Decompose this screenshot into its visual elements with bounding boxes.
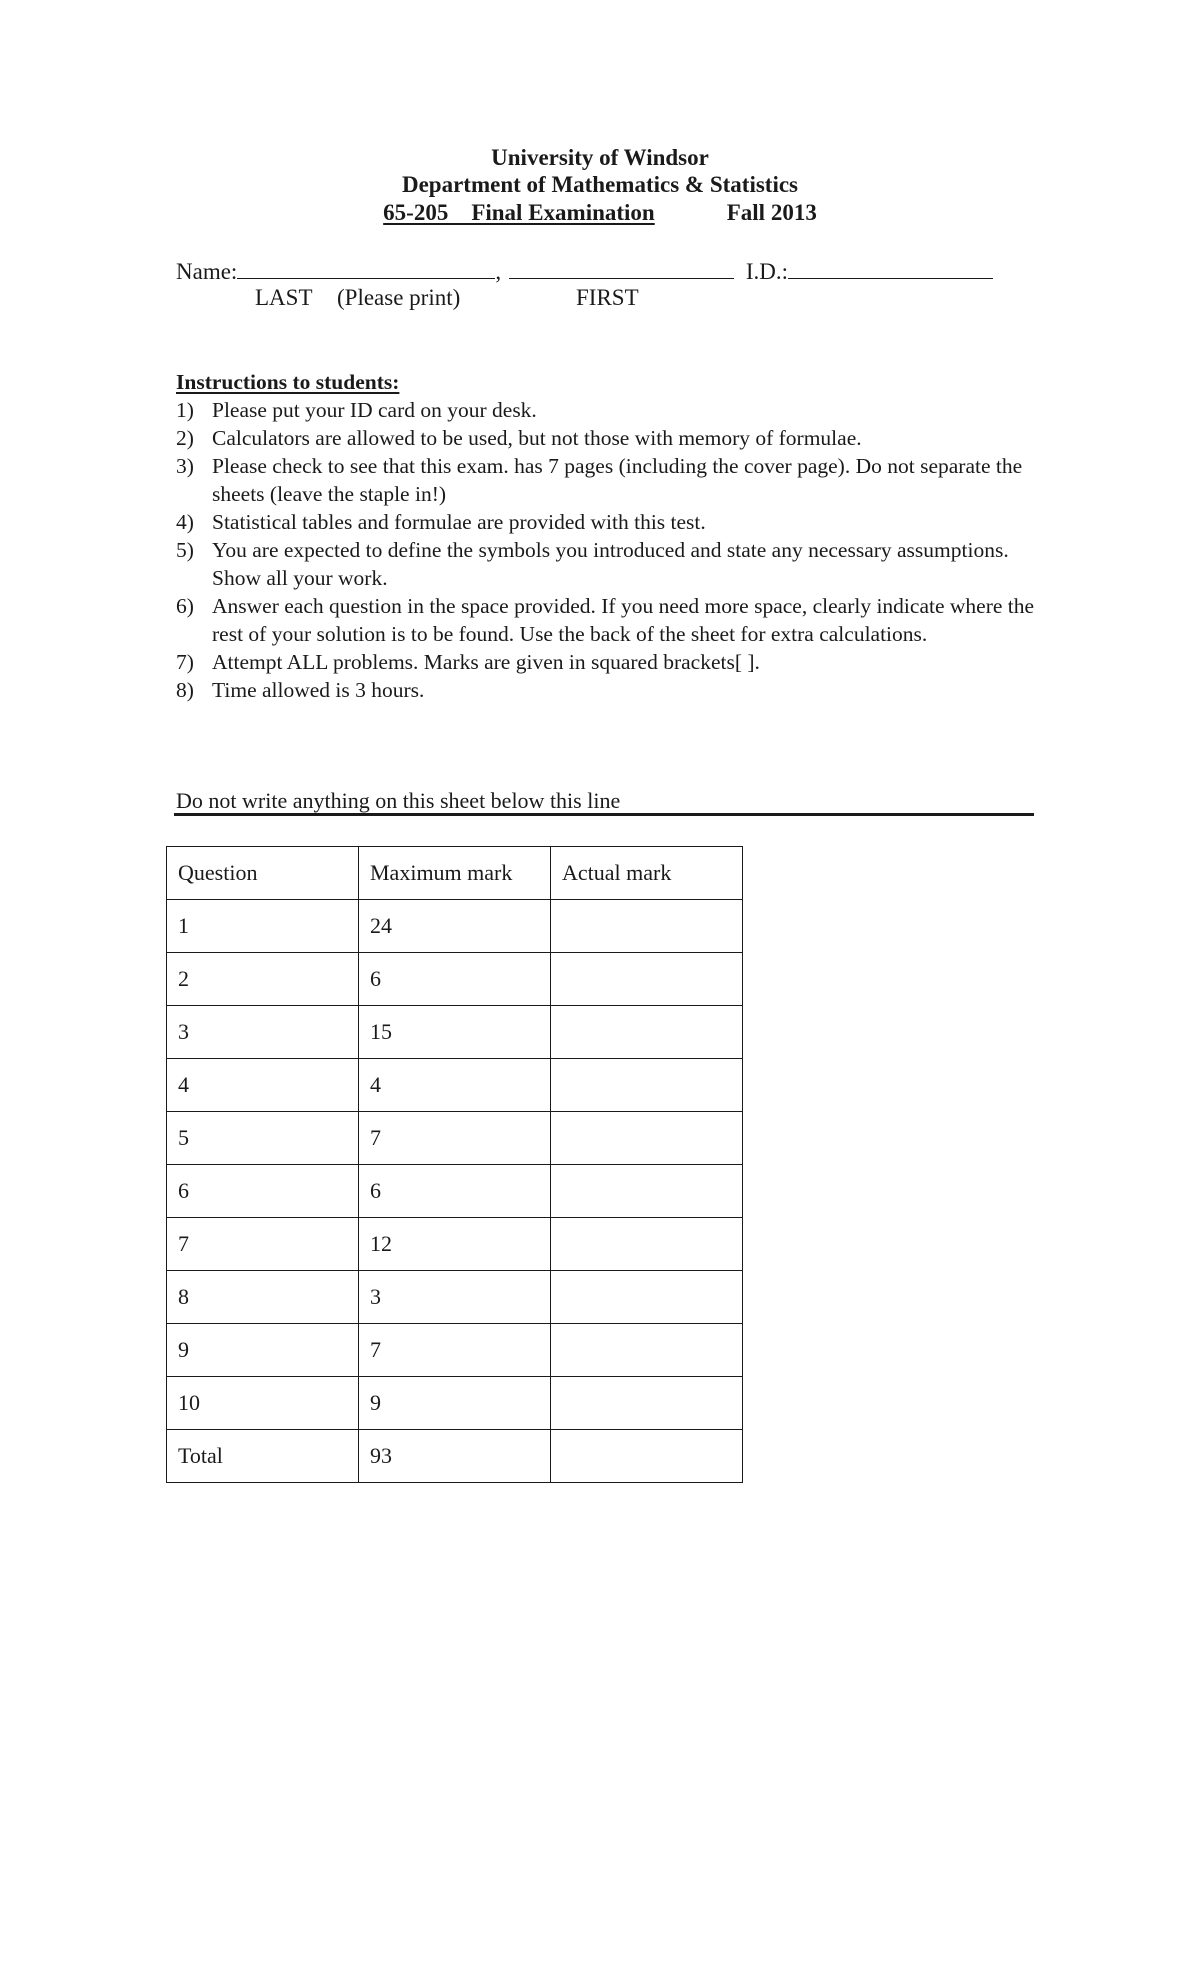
- actual-mark-cell: [551, 1377, 743, 1430]
- instruction-item: [176, 452, 1056, 508]
- instruction-number: 5): [176, 538, 194, 562]
- exam-title-line: [0, 199, 1200, 227]
- instruction-item: [176, 536, 1056, 592]
- actual-mark-cell: [551, 1430, 743, 1483]
- question-cell: 2: [167, 953, 359, 1006]
- table-row: [167, 1059, 743, 1112]
- question-cell: 6: [167, 1165, 359, 1218]
- actual-mark-cell: [551, 900, 743, 953]
- instruction-text: You are expected to define the symbols you introduced and state any necessary assumptions. Show all your work.: [212, 538, 1009, 590]
- max-mark-cell: 6: [359, 953, 551, 1006]
- actual-mark-cell: [551, 1112, 743, 1165]
- first-name-caption: FIRST: [576, 285, 639, 310]
- name-comma: ,: [495, 259, 502, 284]
- actual-mark-cell: [551, 1324, 743, 1377]
- header-maximum-mark: Maximum mark: [359, 847, 551, 900]
- table-row: [167, 1218, 743, 1271]
- max-mark-cell: 4: [359, 1059, 551, 1112]
- table-row: [167, 1112, 743, 1165]
- institution-name: University of Windsor: [491, 145, 709, 170]
- instruction-text: Please put your ID card on your desk.: [212, 398, 537, 422]
- max-mark-cell: 9: [359, 1377, 551, 1430]
- first-name-blank[interactable]: [509, 256, 734, 279]
- max-mark-cell: 6: [359, 1165, 551, 1218]
- instruction-number: 3): [176, 454, 194, 478]
- name-row: [176, 256, 993, 286]
- table-row: [167, 1324, 743, 1377]
- instruction-item: [176, 508, 1056, 536]
- instruction-item: [176, 592, 1056, 648]
- instruction-text: Please check to see that this exam. has 7 pages (including the cover page). Do not separate the sheets (leave the staple in!): [212, 454, 1023, 506]
- instructions-heading: Instructions to students:: [176, 370, 400, 394]
- question-cell: 10: [167, 1377, 359, 1430]
- instruction-number: 7): [176, 650, 194, 674]
- question-cell: 8: [167, 1271, 359, 1324]
- max-mark-cell: 93: [359, 1430, 551, 1483]
- instruction-number: 4): [176, 510, 194, 534]
- question-cell: 9: [167, 1324, 359, 1377]
- table-row: [167, 1006, 743, 1059]
- instruction-text: Attempt ALL problems. Marks are given in squared brackets[ ].: [212, 650, 760, 674]
- actual-mark-cell: [551, 1165, 743, 1218]
- question-cell: 1: [167, 900, 359, 953]
- header-question: Question: [167, 847, 359, 900]
- question-cell: 7: [167, 1218, 359, 1271]
- marks-table-header-row: [167, 847, 743, 900]
- header-actual-mark: Actual mark: [551, 847, 743, 900]
- max-mark-cell: 3: [359, 1271, 551, 1324]
- table-row: [167, 900, 743, 953]
- do-not-write-notice: Do not write anything on this sheet below this line: [176, 788, 621, 813]
- max-mark-cell: 12: [359, 1218, 551, 1271]
- table-row: [167, 1165, 743, 1218]
- instruction-text: Calculators are allowed to be used, but not those with memory of formulae.: [212, 426, 862, 450]
- instruction-number: 1): [176, 398, 194, 422]
- instruction-text: Time allowed is 3 hours.: [212, 678, 425, 702]
- please-print-caption: (Please print): [337, 285, 461, 310]
- question-cell: 4: [167, 1059, 359, 1112]
- max-mark-cell: 7: [359, 1112, 551, 1165]
- max-mark-cell: 24: [359, 900, 551, 953]
- id-blank[interactable]: [788, 256, 993, 279]
- instruction-item: [176, 676, 1056, 704]
- divider-line: [174, 813, 1034, 816]
- max-mark-cell: 7: [359, 1324, 551, 1377]
- last-name-blank[interactable]: [237, 256, 495, 279]
- department-name: Department of Mathematics & Statistics: [401, 172, 798, 197]
- instruction-number: 2): [176, 426, 194, 450]
- last-name-caption: LAST: [255, 285, 313, 310]
- actual-mark-cell: [551, 953, 743, 1006]
- actual-mark-cell: [551, 1271, 743, 1324]
- question-cell: Total: [167, 1430, 359, 1483]
- course-title: 65-205 Final Examination: [383, 200, 655, 225]
- actual-mark-cell: [551, 1006, 743, 1059]
- instruction-number: 8): [176, 678, 194, 702]
- actual-mark-cell: [551, 1059, 743, 1112]
- actual-mark-cell: [551, 1218, 743, 1271]
- instructions-section: [176, 368, 1056, 704]
- name-label: Name:: [176, 259, 238, 284]
- exam-term: Fall 2013: [726, 200, 817, 225]
- instruction-number: 6): [176, 594, 194, 618]
- question-cell: 5: [167, 1112, 359, 1165]
- instruction-item: [176, 648, 1056, 676]
- instruction-text: Statistical tables and formulae are provided with this test.: [212, 510, 706, 534]
- table-row: [167, 953, 743, 1006]
- instruction-item: [176, 424, 1056, 452]
- instruction-text: Answer each question in the space provided. If you need more space, clearly indicate where the rest of your solution is to be found. Use the back of the sheet for extra calculations.: [212, 594, 1035, 646]
- question-cell: 3: [167, 1006, 359, 1059]
- marks-table: [166, 846, 743, 1483]
- id-label: I.D.:: [745, 259, 788, 284]
- table-row-total: [167, 1430, 743, 1483]
- instruction-item: [176, 396, 1056, 424]
- max-mark-cell: 15: [359, 1006, 551, 1059]
- table-row: [167, 1377, 743, 1430]
- table-row: [167, 1271, 743, 1324]
